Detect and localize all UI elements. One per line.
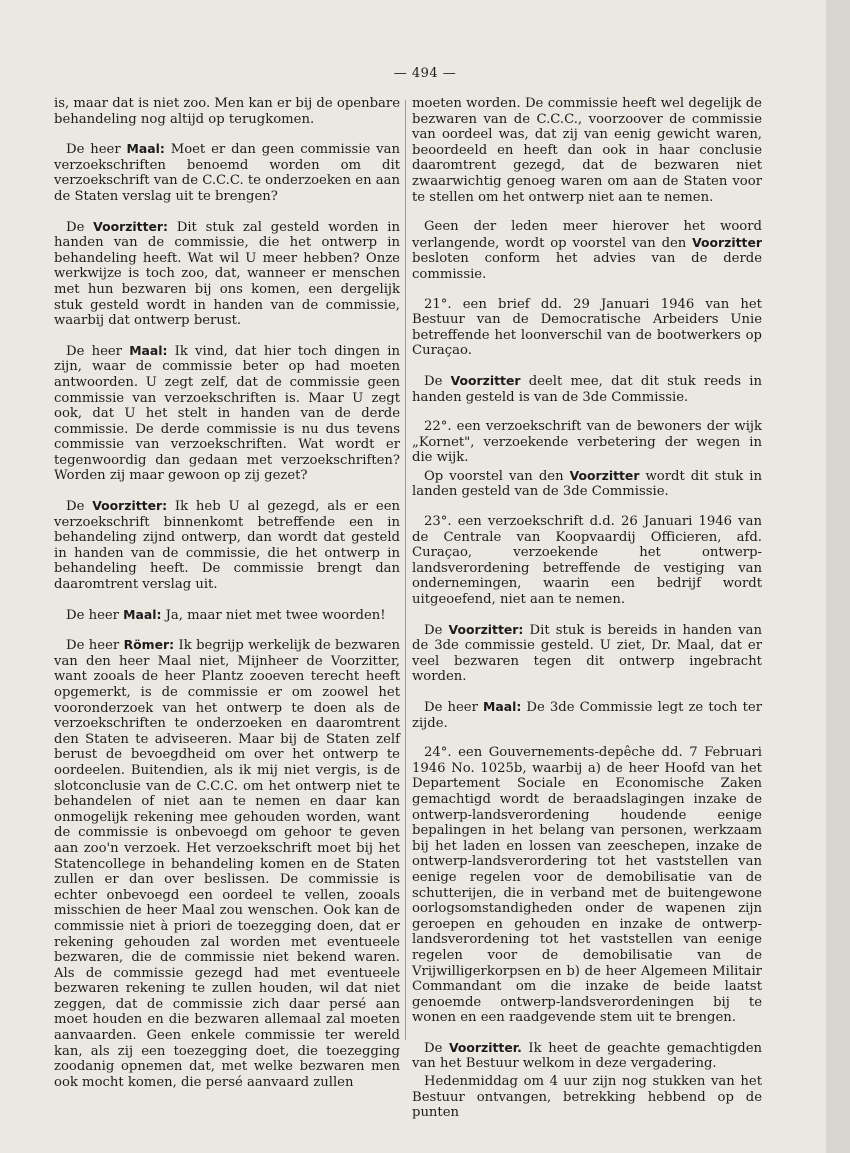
speaker-name: Maal: xyxy=(483,699,522,714)
item-number: 22°. xyxy=(424,419,452,435)
paragraph: Geen der leden meer hierover het woord verlangende, wordt op voorstel van den Voorzitter besloten conform het advies van de derde commissie. xyxy=(412,219,762,282)
paragraph: moeten worden. De commissie heeft wel degelijk de bezwaren van de C.C.C., voorzoover de commissie van oordeel was, dat zij van eenig gewicht waren, beoordeeld en heeft dan ook in haar conclusie daaromtrent gezegd, dat de bezwaren niet zwaarwichtig genoeg waren om aan de Staten voor te stellen om het ontwerp niet aan te nemen. xyxy=(412,96,762,205)
page-edge xyxy=(826,0,850,1153)
speaker-name: Voorzitter: xyxy=(448,621,524,637)
speaker-name: Voorzitter: xyxy=(93,218,168,234)
speaker-name: Maal: xyxy=(123,606,162,622)
page-number: — 494 — xyxy=(393,66,457,81)
paragraph: De heer Maal: Ja, maar niet met twee woorden! xyxy=(66,606,386,623)
agenda-item: 21°. een brief dd. 29 Januari 1946 van het Bestuur van de Democratische Arbeiders Unie betreffende het loonverschil van de bootwerkers op Curaçao. xyxy=(412,296,762,359)
paragraph: De heer Maal: Ik vind, dat hier toch dingen in zijn, waar de commissie beter op had moeten antwoorden. U zegt zelf, dat de commissie geen commissie van verzoekschriften is. Maar U zegt ook, dat U het stelt in handen van de derde commissie. De derde commissie is nu dus tevens commissie van verzoekschriften. Wat wordt er tegenwoordig dan gedaan met verzoekschriften? Worden zij maar gewoon op zij gezet? xyxy=(54,342,400,484)
paragraph: De heer Maal: De 3de Commissie legt ze toch ter zijde. xyxy=(412,699,762,731)
paragraph: De heer Maal: Moet er dan geen commissie van verzoekschriften benoemd worden om dit verzoekschrift van de C.C.C. te onderzoeken en aan de Staten verslag uit te brengen? xyxy=(54,141,401,204)
column-divider xyxy=(405,100,406,1040)
speaker-name: Voorzitter xyxy=(569,467,640,483)
paragraph: De Voorzitter deelt mee, dat dit stuk reeds in handen gesteld is van de 3de Commissie. xyxy=(412,372,762,405)
left-column xyxy=(54,96,400,1104)
paragraph: De Voorzitter: Dit stuk zal gesteld worden in handen van de commissie, die het ontwerp in behandeling heeft. Wat wil U meer hebben? Onze werkwijze is toch zoo, dat, wanneer er menschen met hun bezwaren bij ons komen, een dergelijk stuk gesteld wordt in handen van de commissie, waarbij dat ontwerp berust. xyxy=(54,218,400,329)
right-column xyxy=(412,96,762,1135)
speaker-name: Voorzitter xyxy=(450,372,521,388)
agenda-item: 23°. een verzoekschrift d.d. 26 Januari 1946 van de Centrale van Koopvaardij Officieren, afd. Curaçao, verzoekende het ontwerp-landsverordening betreffende de vestiging van ondernemingen, waarin een bedrijf wordt uitgeoefend, niet aan te nemen. xyxy=(412,514,762,608)
speaker-name: Maal: xyxy=(126,141,165,157)
paragraph: De Voorzitter: Dit stuk is bereids in handen van de 3de commissie gesteld. U ziet, Dr. Maal, dat er veel bezwaren tegen dit ontwerp ingebracht worden. xyxy=(412,621,762,685)
speaker-name: Römer: xyxy=(123,637,175,653)
item-number: 24°. xyxy=(424,745,452,761)
paragraph: De Voorzitter: Ik heb U al gezegd, als er een verzoekschrift binnenkomt betreffende een in behandeling zijnd ontwerp, dan wordt dat gesteld in handen van de commissie, die het ontwerp in behandeling heeft. De commissie brengt dan daaromtrent verslag uit. xyxy=(54,498,400,593)
speaker-name: Voorzitter xyxy=(692,234,762,250)
paragraph: Op voorstel van den Voorzitter wordt dit stuk in landen gesteld van de 3de Commissie. xyxy=(412,467,762,500)
speaker-name: Voorzitter. xyxy=(449,1039,522,1055)
paragraph: De Voorzitter. Ik heet de geachte gemachtigden van het Bestuur welkom in deze vergadering. xyxy=(412,1039,762,1072)
item-number: 21°. xyxy=(424,296,452,312)
item-number: 23°. xyxy=(424,514,452,530)
agenda-item: 24°. een Gouvernements-depêche dd. 7 Februari 1946 No. 1025b, waarbij a) de heer Hoofd van het Departement Sociale en Economische Zaken gemachtigd wordt de beraadslagingen inzake de ontwerp-landsverordening houdende eenige bepalingen in het belang van personen, werkzaam bij het laden en lossen van zeeschepen, inzake de ontwerp-landsverordering tot het vaststellen van eenige regelen voor de demobilisatie van de schutterijen, die in verband met de buitengewone oorlogsomstandigheden onder de wapenen zijn geroepen en gehouden en inzake de ontwerp-landsverordening tot het vaststellen van eenige regelen voor de demobilisatie van de Vrijwilligerkorpsen en b) de heer Algemeen Militair Commandant om die inzake de beide laatst genoemde ontwerp-landsverordeningen bij te wonen en een raadgevende stem uit te brengen. xyxy=(412,745,762,1026)
paragraph: De heer Römer: Ik begrijp werkelijk de bezwaren van den heer Maal niet, Mijnheer de Voorzitter, want zooals de heer Plantz zooeven terecht heeft opgemerkt, is de commissie er om zoowel het vooronderzoek van het ontwerp te doen als de verzoekschriften te onderzoeken en daaromtrent den Staten te adviseeren. Maar bij de Staten zelf berust de bevoegdheid om over het ontwerp te oordeelen. Buitendien, als ik mij niet vergis, is de slotconclusie van de C.C.C. om het ontwerp niet te behandelen of niet aan te nemen en daar kan onmogelijk rekening mee gehouden worden, want de commissie is onbevoegd om gehoor te geven aan zoo'n verzoek. Het verzoekschrift moet bij het Statencollege in behandeling komen en de Staten zullen er dan over beslissen. De commissie is echter onbevoegd een oordeel te vellen, zooals misschien de heer Maal zou wenschen. Ook kan de commissie niet à priori de toezegging doen, dat er rekening gehouden zal worden met eventueele bezwaren, die de commissie niet bekend waren. Als de commissie gezegd had met eventueele bezwaren rekening te zullen houden, wil dat niet zeggen, dat de commissie zich daar persé aan moet houden en die bezwaren allemaal zal moeten aanvaarden. Geen enkele commissie ter wereld kan, als zij een toezegging doet, die toezegging zoodanig opnemen dat, met welke bezwaren men ook mocht komen, die persé aanvaard zullen xyxy=(54,637,400,1090)
paragraph: is, maar dat is niet zoo. Men kan er bij de openbare behandeling nog altijd op terugkomen. xyxy=(54,96,400,127)
agenda-item: 22°. een verzoekschrift van de bewoners der wijk „Kornet", verzoekende verbetering der wegen in die wijk. xyxy=(412,419,762,466)
speaker-name: Maal: xyxy=(129,342,168,358)
speaker-name: Voorzitter: xyxy=(92,498,168,514)
paragraph: Hedenmiddag om 4 uur zijn nog stukken van het Bestuur ontvangen, betrekking hebbend op de punten xyxy=(412,1074,762,1121)
